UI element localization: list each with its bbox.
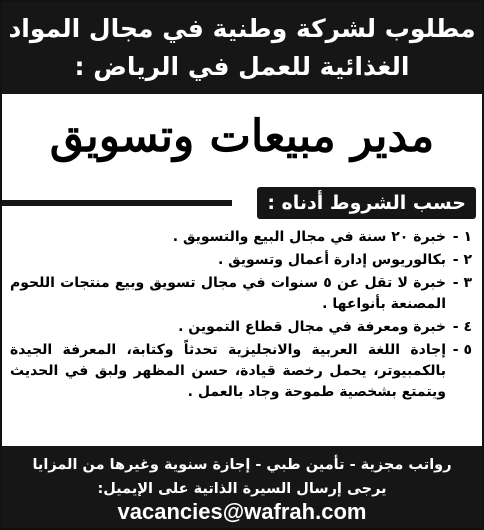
requirements-list [10,227,472,405]
job-title: مدير مبيعات وتسويق [49,111,435,162]
requirement-number: ١ - [452,229,472,245]
requirement-text: خبرة لا تقل عن ٥ سنوات في مجال تسويق وبيع منتجات اللحوم المصنعة بأنواعها . [10,275,446,312]
footer-banner [2,446,482,528]
header-banner [2,2,482,94]
apply-instructions: يرجى إرسال السيرة الذاتية على الإيميل: [97,481,387,497]
contact-email[interactable]: vacancies@wafrah.com [117,499,367,524]
benefits-text: رواتب مجزية - تأمين طبي - إجازة سنوية وغيرها من المزايا [32,457,452,473]
heading-divider [2,200,232,206]
header-line-1: مطلوب لشركة وطنية في مجال المواد [8,14,476,43]
requirement-number: ٥ - [452,342,472,358]
requirement-text: بكالوريوس إدارة أعمال وتسويق . [217,252,446,268]
requirement-item [10,340,472,403]
conditions-heading-row [2,185,482,221]
requirement-text: خبرة ومعرفة في مجال قطاع التموين . [178,319,446,335]
conditions-heading: حسب الشروط أدناه : [257,187,476,219]
requirement-number: ٤ - [452,319,472,335]
requirement-item [10,317,472,338]
requirement-text: خبرة ٢٠ سنة في مجال البيع والتسويق . [172,229,446,245]
requirement-text: إجادة اللغة العربية والانجليزية تحدثاً وكتابة، المعرفة الجيدة بالكمبيوتر، يحمل رخصة قيادة، حسن المظهر ولبق في الحديث ويتمتع بشخصية طموحة وجاد بالعمل . [10,342,446,400]
requirement-number: ٣ - [452,275,472,291]
requirement-number: ٢ - [452,252,472,268]
requirement-item [10,250,472,271]
requirement-item [10,273,472,315]
requirement-item [10,227,472,248]
header-line-2: الغذائية للعمل في الرياض : [74,52,410,81]
